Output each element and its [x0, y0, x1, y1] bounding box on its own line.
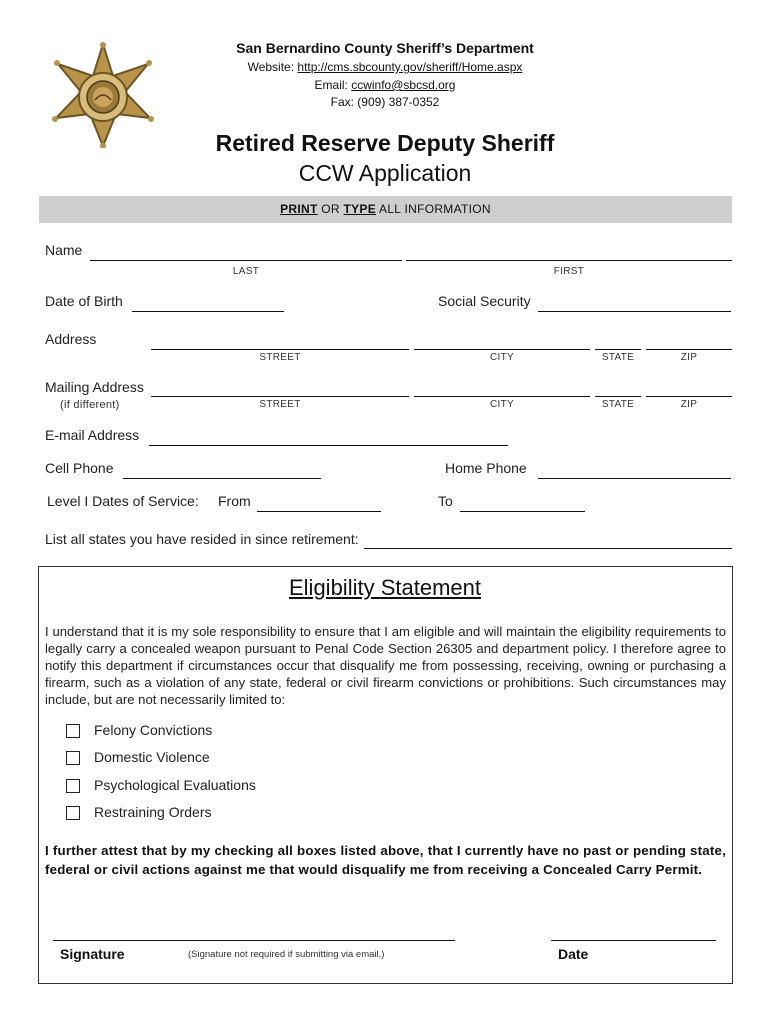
mailing-city-label: CITY — [490, 399, 514, 410]
dob-label: Date of Birth — [45, 293, 123, 309]
states-field[interactable] — [364, 548, 732, 549]
eligibility-body: I understand that it is my sole responsibility to ensure that I am eligible and will maintain the eligibility requirements to legally carry a concealed weapon pursuant to Penal Code Section 26305 and department policy. I therefore agree to notify this department if circumstances occur that disqualify me from possessing, receiving, owning or purchasing a firearm, such as a violation of any state, federal or civil firearm convictions or prohibitions. Such circumstances may include, but are not necessarily limited to: — [45, 624, 726, 707]
address-label: Address — [45, 331, 97, 347]
page-subtitle: CCW Application — [298, 160, 472, 186]
address-zip-field[interactable] — [646, 349, 732, 350]
states-label: List all states you have resided in since retirement: — [45, 531, 359, 547]
city-label: CITY — [490, 352, 514, 363]
mailing-city-field[interactable] — [414, 396, 590, 397]
mailing-zip-label: ZIP — [680, 399, 698, 410]
domestic-violence-checkbox[interactable] — [66, 751, 80, 765]
website-label: Website: — [247, 60, 295, 74]
to-label: To — [438, 493, 453, 509]
service-label: Level I Dates of Service: — [47, 493, 199, 509]
email-line — [0, 78, 770, 92]
banner-rest: ALL INFORMATION — [379, 202, 491, 216]
website-link[interactable]: http://cms.sbcounty.gov/sheriff/Home.aspx — [297, 60, 523, 74]
eligibility-heading: Eligibility Statement — [289, 575, 481, 600]
restraining-orders-checkbox[interactable] — [66, 806, 80, 820]
psych-eval-label: Psychological Evaluations — [94, 777, 256, 793]
attestation-text: I further attest that by my checking all boxes listed above, that I currently have no past or pending state, federal or civil actions against me that would disqualify me from receiving a Concealed Carry Permit. — [45, 843, 726, 877]
email-field[interactable] — [149, 445, 508, 446]
name-label: Name — [45, 242, 83, 258]
first-name-field[interactable] — [406, 260, 732, 261]
restraining-orders-label: Restraining Orders — [94, 804, 212, 820]
ssn-label: Social Security — [438, 293, 531, 309]
email-field-label: E-mail Address — [45, 427, 140, 443]
zip-label: ZIP — [680, 352, 698, 363]
mailing-state-label: STATE — [601, 399, 635, 410]
signature-note: (Signature not required if submitting via email.) — [188, 949, 385, 960]
dob-field[interactable] — [132, 311, 284, 312]
home-phone-field[interactable] — [538, 478, 731, 479]
address-state-field[interactable] — [595, 349, 641, 350]
mailing-zip-field[interactable] — [646, 396, 732, 397]
email-link[interactable]: ccwinfo@sbcsd.org — [351, 78, 456, 92]
cell-field[interactable] — [123, 478, 321, 479]
street-label: STREET — [259, 352, 301, 363]
psych-eval-checkbox[interactable] — [66, 779, 80, 793]
address-city-field[interactable] — [414, 349, 590, 350]
ssn-field[interactable] — [538, 311, 731, 312]
page-title: Retired Reserve Deputy Sheriff — [215, 130, 555, 156]
fax-line: Fax: (909) 387-0352 — [330, 95, 440, 109]
service-to-field[interactable] — [460, 511, 585, 512]
signature-label: Signature — [60, 946, 125, 962]
mailing-state-field[interactable] — [595, 396, 641, 397]
state-label: STATE — [601, 352, 635, 363]
mailing-street-field[interactable] — [151, 396, 409, 397]
date-label: Date — [558, 946, 589, 962]
email-label: Email: — [314, 78, 348, 92]
felony-label: Felony Convictions — [94, 722, 213, 738]
cell-label: Cell Phone — [45, 460, 114, 476]
print-banner — [39, 196, 732, 223]
home-label: Home Phone — [445, 460, 527, 476]
org-name: San Bernardino County Sheriff’s Department — [236, 40, 534, 56]
mailing-label: Mailing Address — [45, 379, 144, 395]
domestic-violence-label: Domestic Violence — [94, 749, 210, 765]
mailing-street-label: STREET — [259, 399, 301, 410]
first-label: FIRST — [553, 266, 585, 277]
banner-print: PRINT — [280, 202, 318, 216]
website-line — [0, 60, 770, 74]
felony-checkbox[interactable] — [66, 724, 80, 738]
address-street-field[interactable] — [151, 349, 409, 350]
date-field[interactable] — [551, 940, 716, 941]
banner-type: TYPE — [343, 202, 377, 216]
if-different-label: (if different) — [60, 399, 120, 411]
last-label: LAST — [232, 266, 260, 277]
service-from-field[interactable] — [257, 511, 381, 512]
from-label: From — [218, 493, 251, 509]
last-name-field[interactable] — [90, 260, 402, 261]
banner-or: OR — [321, 202, 340, 216]
signature-field[interactable] — [53, 940, 455, 941]
